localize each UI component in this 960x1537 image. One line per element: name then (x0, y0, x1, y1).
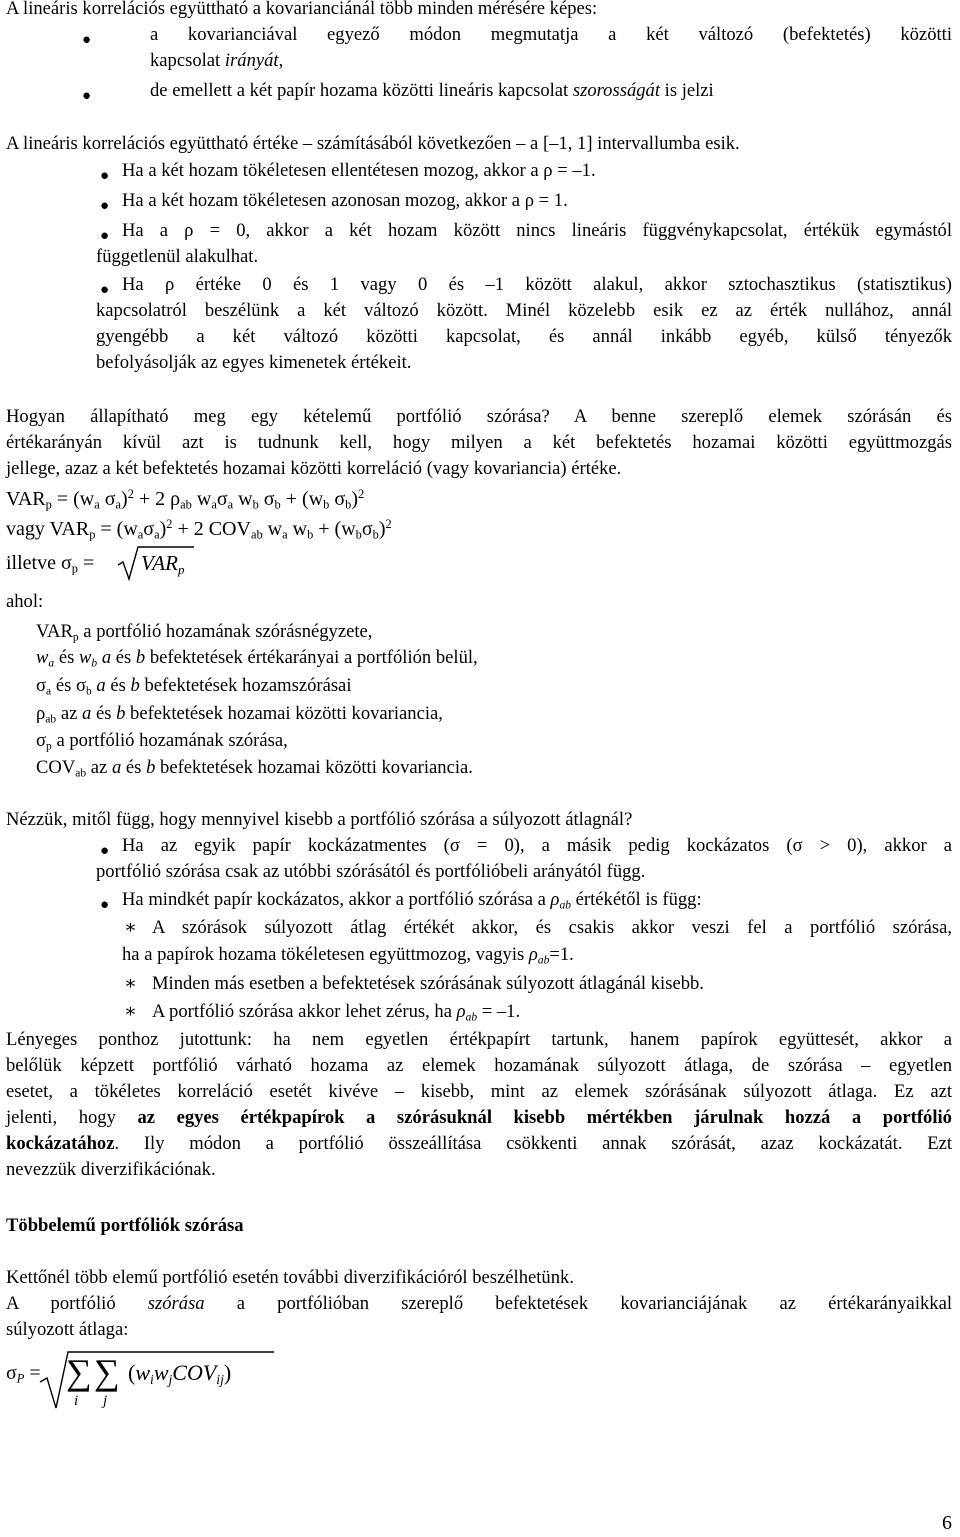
range-bullet-3a: Ha a ρ = 0, akkor a két hozam között nincs lineáris függvénykapcsolat, értékük egymástól (122, 220, 952, 241)
def-5: $\sigma_p$ a portfólió hozamának szórása, (36, 730, 288, 753)
formula-sigma-p: illetve $\sigma_p$ = (6, 552, 95, 576)
bullet-icon: ● (100, 843, 110, 859)
multi-line-1: Kettőnél több elemű portfólió esetén további diverzifikációról beszélhetünk. (6, 1267, 574, 1288)
question-line-3: jellege, azaz a két befektetés hozamai közötti korreláció (vagy kovariancia) értéke. (6, 458, 622, 479)
def-6: $COV_{ab}$ az a és b befektetések hozamai közötti kovariancia. (36, 757, 473, 780)
analysis-bullet-2: Ha mindkét papír kockázatos, akkor a portfólió szórása a $\rho_{ab}$ értékétől is függ: (122, 889, 702, 912)
question-line-2: értékarányán kívül azt is tudnunk kell, hogy milyen a két befektetés hozamai közötti együttmozgás (6, 432, 952, 453)
range-bullet-4a: Ha ρ értéke 0 és 1 vagy 0 és –1 között alakul, akkor sztochasztikus (statisztikus) (122, 274, 952, 295)
range-bullet-1: Ha a két hozam tökéletesen ellentétesen mozog, akkor a ρ = –1. (122, 160, 596, 181)
intro-line: A lineáris korrelációs együttható a kovarianciánál több minden mérésére képes: (6, 0, 598, 19)
def-1: $VAR_p$ a portfólió hozamának szórásnégyzete, (36, 621, 373, 644)
important-line-5: kockázatához. Ily módon a portfólió összeállítása csökkenti annak szórását, azaz kockázatát. Ezt (6, 1133, 952, 1154)
important-line-6: nevezzük diverzifikációnak. (6, 1159, 216, 1180)
range-bullet-3b: függetlenül alakulhat. (96, 246, 259, 267)
range-bullet-2: Ha a két hozam tökéletesen azonosan mozog, akkor a ρ = 1. (122, 190, 568, 211)
important-line-4: jelenti, hogy az egyes értékpapírok a szórásuknál kisebb mértékben járulnak hozzá a portfólió (6, 1107, 952, 1128)
sum-index-j: j (103, 1393, 108, 1409)
bullet-icon: ● (100, 228, 110, 244)
bullet-icon: ● (82, 32, 92, 48)
sum-index-i: i (74, 1393, 79, 1409)
analysis-bullet-1a: Ha az egyik papír kockázatmentes (σ = 0), a másik pedig kockázatos (σ > 0), akkor a (122, 835, 952, 856)
asterisk-icon: ∗ (124, 973, 137, 994)
analysis-star-3: A portfólió szórása akkor lehet zérus, ha $\rho_{ab} = -1$. (152, 1001, 521, 1024)
question-line-1: Hogyan állapítható meg egy kételemű portfólió szórása? A benne szereplő elemek szórásán és (6, 406, 952, 427)
important-line-1: Lényeges ponthoz jutottunk: ha nem egyetlen értékpapírt tartunk, hanem papírok együttesét, akkor a (6, 1029, 952, 1050)
sum-symbol-j: ∑ (94, 1352, 120, 1392)
sum-content: $(w_iw_jCOV_{ij})$ (128, 1360, 232, 1388)
sum-symbol-i: ∑ (66, 1352, 92, 1392)
bullet-icon: ● (100, 897, 110, 913)
multi-line-2: A portfólió szórása a portfólióban szereplő befektetések kovarianciájának az értékarányaikkal (6, 1293, 952, 1314)
analysis-question: Nézzük, mitől függ, hogy mennyivel kisebb a portfólió szórása a súlyozott átlagnál? (6, 809, 633, 830)
important-line-3: esetet, a tökéletes korreláció esetét kivéve – kisebb, mint az elemek szórásának súlyozott átlaga. Ez azt (6, 1081, 952, 1102)
section-heading: Többelemű portfóliók szórása (6, 1215, 244, 1236)
bullet-icon: ● (100, 198, 110, 214)
analysis-star-1a: A szórások súlyozott átlag értékét akkor, és csakis akkor veszi fel a portfólió szórása, (152, 917, 952, 938)
asterisk-icon: ∗ (124, 1001, 137, 1022)
ahol-label: ahol: (6, 591, 44, 612)
formula-var-2: vagy $VAR_p = (w_a\sigma_a)^2 + 2$ $COV_{ab}$ $w_a$ $w_b + (w_b\sigma_b)^2$ (6, 517, 392, 542)
bullet-icon: ● (100, 282, 110, 298)
asterisk-icon: ∗ (124, 917, 137, 938)
intro-bullet-2: de emellett a két papír hozama közötti lineáris kapcsolat szorosságát is jelzi (150, 80, 714, 101)
range-line: A lineáris korrelációs együttható értéke – számításából következően – a [–1, 1] intervallumba esik. (6, 133, 740, 154)
def-4: $\rho_{ab}$ az a és b befektetések hozamai közötti kovariancia, (36, 703, 443, 726)
analysis-bullet-1b: portfólió szórása csak az utóbbi szórásától és portfólióbeli arányától függ. (96, 861, 646, 882)
def-2: $w_a$ és $w_b$ a és b befektetések értékarányai a portfólión belül, (36, 647, 478, 670)
intro-bullet-1a: a kovarianciával egyező módon megmutatja a két változó (befektetés) közötti (150, 24, 952, 45)
multi-line-3: súlyozott átlaga: (6, 1319, 129, 1340)
range-bullet-4b: kapcsolatról beszélünk a két változó között. Minél közelebb esik ez az érték nullához, annál (96, 300, 952, 321)
analysis-star-1b: ha a papírok hozama tökéletesen együttmozog, vagyis $\rho_{ab}=1$. (122, 944, 574, 967)
page-number: 6 (942, 1512, 952, 1534)
range-bullet-4d: befolyásolják az egyes kimenetek értékeit. (96, 352, 412, 373)
def-3: $\sigma_a$ és $\sigma_b$ a és b befektetések hozamszórásai (36, 675, 352, 698)
bullet-icon: ● (82, 88, 92, 104)
formula-var-1: $VAR_p = (w_a$ $\sigma_a)^2 + 2$ $\rho_{ab}$ $w_a\sigma_a$ $w_b$ $\sigma_b + (w_b$ $\sigma_b)^2$ (6, 487, 365, 512)
bullet-icon: ● (100, 168, 110, 184)
important-line-2: belőlük képzett portfólió várható hozama az elemek hozamának súlyozott átlaga, de szórása – egyetlen (6, 1055, 952, 1076)
range-bullet-4c: gyengébb a két változó közötti kapcsolat, és annál inkább egyéb, külső tényezők (96, 326, 952, 347)
sqrt-content: $VAR_p$ (141, 551, 185, 577)
analysis-star-2: Minden más esetben a befektetések szórásának súlyozott átlagánál kisebb. (152, 973, 704, 994)
intro-bullet-1b: kapcsolat irányát, (150, 50, 284, 71)
formula-sigma-P: $\sigma_P$ = (6, 1362, 41, 1386)
